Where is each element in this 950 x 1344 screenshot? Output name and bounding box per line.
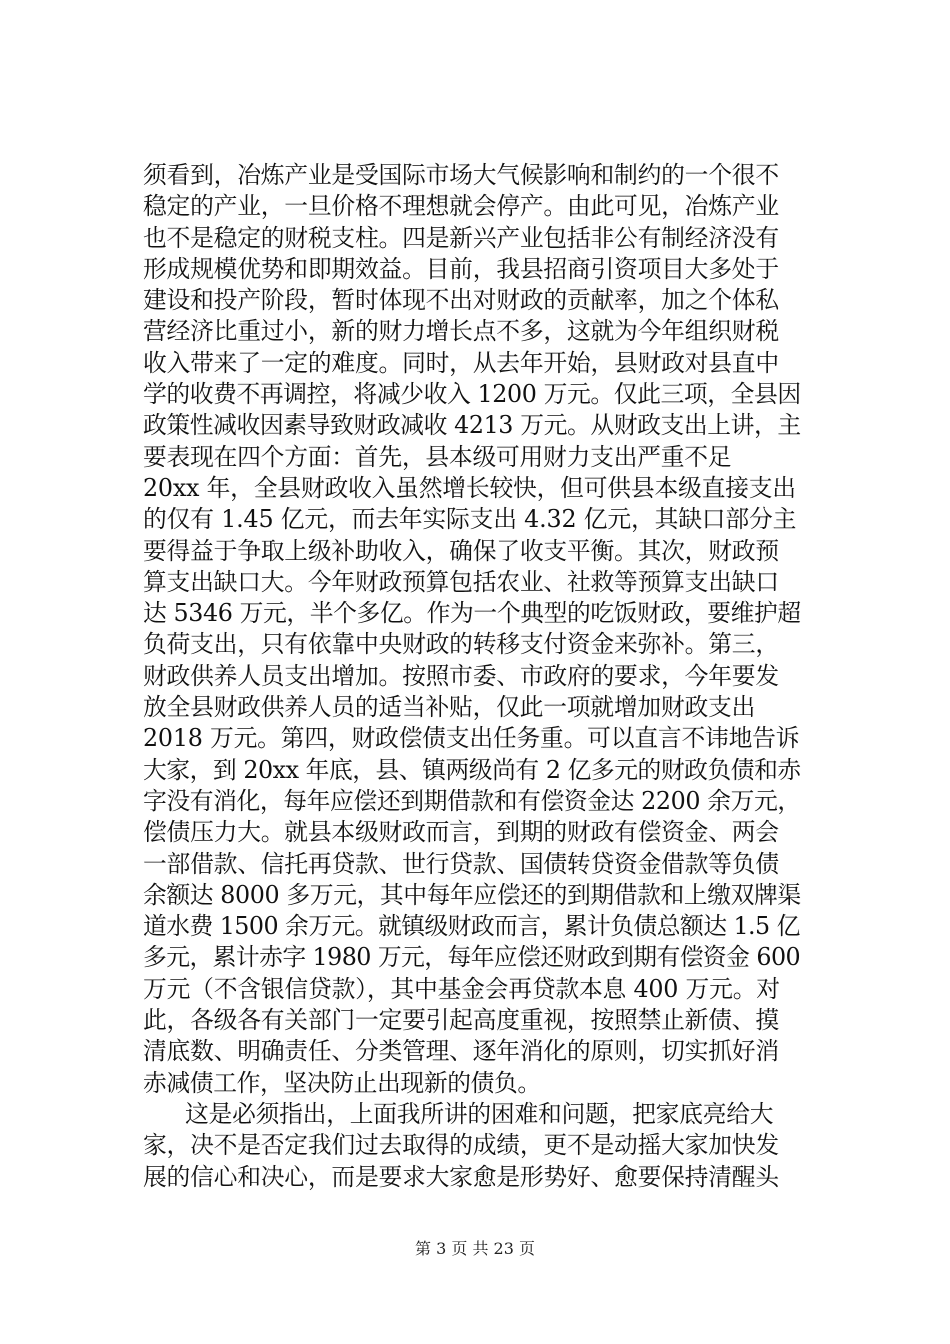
text-line: 负荷支出，只有依靠中央财政的转移支付资金来弥补。第三， — [143, 630, 779, 659]
text-line: 这是必须指出，上面我所讲的困难和问题，把家底亮给大 — [185, 1099, 774, 1128]
text-line: 赤减债工作，坚决防止出现新的债负。 — [143, 1068, 541, 1097]
text-line: 此，各级各有关部门一定要引起高度重视，按照禁止新债、摸 — [143, 1006, 779, 1035]
text-line: 家，决不是否定我们过去取得的成绩，更不是动摇大家加快发 — [143, 1131, 779, 1160]
text-line: 20xx 年，全县财政收入虽然增长较快，但可供县本级直接支出 — [143, 473, 796, 502]
text-line: 2018 万元。第四，财政偿债支出任务重。可以直言不讳地告诉 — [143, 724, 800, 753]
text-line: 建设和投产阶段，暂时体现不出对财政的贡献率，加之个体私 — [143, 286, 779, 315]
text-line: 也不是稳定的财税支柱。四是新兴产业包括非公有制经济没有 — [143, 223, 779, 252]
text-line: 道水费 1500 余万元。就镇级财政而言，累计负债总额达 1.5 亿 — [143, 912, 800, 941]
text-line: 清底数、明确责任、分类管理、逐年消化的原则，切实抓好消 — [143, 1037, 779, 1066]
body-text — [143, 160, 813, 1193]
text-line: 一部借款、信托再贷款、世行贷款、国债转贷资金借款等负债 — [143, 849, 779, 878]
text-line: 算支出缺口大。今年财政预算包括农业、社救等预算支出缺口 — [143, 567, 779, 596]
text-line: 偿债压力大。就县本级财政而言，到期的财政有偿资金、两会 — [143, 818, 779, 847]
text-line: 的仅有 1.45 亿元，而去年实际支出 4.32 亿元，其缺口部分主 — [143, 505, 797, 534]
text-line: 财政供养人员支出增加。按照市委、市政府的要求，今年要发 — [143, 661, 779, 690]
text-line: 营经济比重过小，新的财力增长点不多，这就为今年组织财税 — [143, 317, 779, 346]
text-line: 政策性减收因素导致财政减收 4213 万元。从财政支出上讲，主 — [143, 411, 801, 440]
text-line: 稳定的产业，一旦价格不理想就会停产。由此可见，冶炼产业 — [143, 192, 779, 221]
text-line: 收入带来了一定的难度。同时，从去年开始，县财政对县直中 — [143, 348, 779, 377]
text-line: 达 5346 万元，半个多亿。作为一个典型的吃饭财政，要维护超 — [143, 599, 801, 628]
text-line: 万元（不含银信贷款），其中基金会再贷款本息 400 万元。对 — [143, 974, 780, 1003]
text-line: 字没有消化，每年应偿还到期借款和有偿资金达 2200 余万元， — [143, 786, 801, 815]
text-line: 放全县财政供养人员的适当补贴，仅此一项就增加财政支出 — [143, 693, 756, 722]
text-line: 要得益于争取上级补助收入，确保了收支平衡。其次，财政预 — [143, 536, 779, 565]
text-line: 须看到，冶炼产业是受国际市场大气候影响和制约的一个很不 — [143, 161, 779, 189]
page-footer: 第 3 页 共 23 页 — [415, 1239, 535, 1258]
text-line: 余额达 8000 多万元，其中每年应偿还的到期借款和上缴双牌渠 — [143, 880, 801, 909]
text-line: 多元，累计赤字 1980 万元，每年应偿还财政到期有偿资金 600 — [143, 943, 801, 972]
text-line: 形成规模优势和即期效益。目前，我县招商引资项目大多处于 — [143, 254, 779, 283]
text-line: 大家，到 20xx 年底，县、镇两级尚有 2 亿多元的财政负债和赤 — [143, 755, 801, 784]
text-line: 要表现在四个方面：首先，县本级可用财力支出严重不足 — [143, 442, 732, 471]
text-line: 学的收费不再调控，将减少收入 1200 万元。仅此三项，全县因 — [143, 380, 801, 409]
text-line: 展的信心和决心，而是要求大家愈是形势好、愈要保持清醒头 — [143, 1162, 779, 1191]
